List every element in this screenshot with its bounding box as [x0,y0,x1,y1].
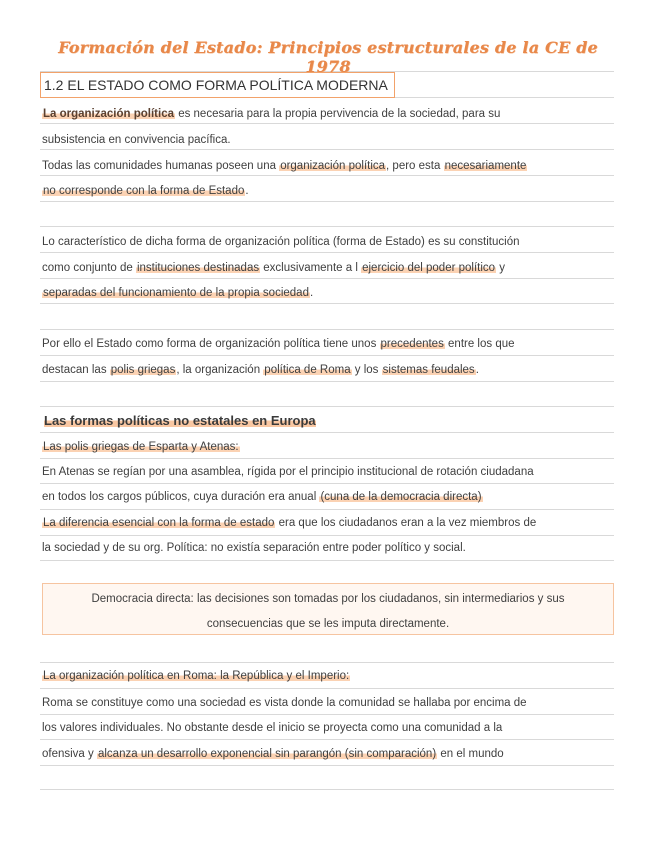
highlighted-term: no corresponde con la forma de Estado [43,185,245,197]
ruled-line [40,458,614,459]
ruled-line [40,149,614,150]
text-line: ofensiva y alcanza un desarrollo exponencial sin parangón (sin comparación) en el mundo [42,748,504,760]
text-line: La diferencia esencial con la forma de estado era que los ciudadanos eran a la vez miembros de [43,517,537,529]
highlighted-term: ejercicio del poder político [362,262,496,274]
highlighted-term: separadas del funcionamiento de la propia sociedad [43,287,309,299]
text-line: destacan las polis griegas, la organización política de Roma y los sistemas feudales. [42,364,479,376]
ruled-line [40,714,614,715]
ruled-line [40,252,614,253]
ruled-line [40,688,614,689]
ruled-line [40,662,614,663]
ruled-line [40,765,614,766]
highlighted-term: precedentes [380,338,444,350]
subsection-subheading: La organización política en Roma: la República y el Imperio: [43,670,350,682]
ruled-line [40,123,614,124]
text-line: los valores individuales. No obstante desde el inicio se proyecta como una comunidad a la [42,722,503,734]
ruled-line [40,789,614,790]
highlighted-term: sistemas feudales [382,364,475,376]
ruled-line [40,739,614,740]
text-line: separadas del funcionamiento de la propia sociedad. [43,287,314,299]
ruled-line [40,432,614,433]
text-line: como conjunto de instituciones destinadas exclusivamente a l ejercicio del poder político y [42,262,506,274]
text-line: Roma se constituye como una sociedad es vista donde la comunidad se hallaba por encima de [42,697,527,709]
definition-text: consecuencias que se les imputa directamente. [206,618,450,630]
text-line: la sociedad y de su org. Política: no existía separación entre poder político y social. [42,542,466,554]
ruled-line [40,406,614,407]
highlighted-term: política de Roma [264,364,351,376]
text-line: Lo característico de dicha forma de organización política (forma de Estado) es su constitución [42,236,520,248]
ruled-line [40,226,614,227]
highlighted-term: instituciones destinadas [136,262,260,274]
ruled-line [40,483,614,484]
ruled-line [40,278,614,279]
highlighted-term: La organización política [43,108,174,120]
section-heading: 1.2 EL ESTADO COMO FORMA POLÍTICA MODERNA [40,72,395,98]
text-line: La organización política es necesaria para la propia pervivencia de la sociedad, para su [43,108,501,120]
highlighted-term: polis griegas [110,364,176,376]
ruled-line [40,560,614,561]
text-line: subsistencia en convivencia pacífica. [42,134,231,146]
ruled-line [40,509,614,510]
ruled-line [40,329,614,330]
highlighted-term: La diferencia esencial con la forma de estado [43,517,275,529]
ruled-line [40,175,614,176]
text-line: Por ello el Estado como forma de organización política tiene unos precedentes entre los que [42,338,515,350]
subsection-heading: Las formas políticas no estatales en Europa [44,413,316,428]
subsection-subheading: Las polis griegas de Esparta y Atenas: [43,441,239,453]
page-title: Formación del Estado: Principios estructurales de la CE de 1978 [58,38,598,76]
highlighted-term: organización política [280,160,386,172]
ruled-line [40,381,614,382]
definition-text: Democracia directa: las decisiones son tomadas por los ciudadanos, sin intermediarios y sus [91,593,565,605]
highlighted-term: alcanza un desarrollo exponencial sin parangón (sin comparación) [97,748,437,760]
ruled-line [40,303,614,304]
highlighted-term: necesariamente [444,160,527,172]
highlighted-term: (cuna de la democracia directa) [320,491,482,503]
text-line: en todos los cargos públicos, cuya duración era anual (cuna de la democracia directa) [42,491,482,503]
text-line: Todas las comunidades humanas poseen una organización política, pero esta necesariamente [42,160,527,172]
ruled-line [40,355,614,356]
text-line: no corresponde con la forma de Estado. [43,185,249,197]
text-line: En Atenas se regían por una asamblea, rígida por el principio institucional de rotación ciudadana [42,466,534,478]
ruled-line [40,201,614,202]
ruled-line [40,535,614,536]
